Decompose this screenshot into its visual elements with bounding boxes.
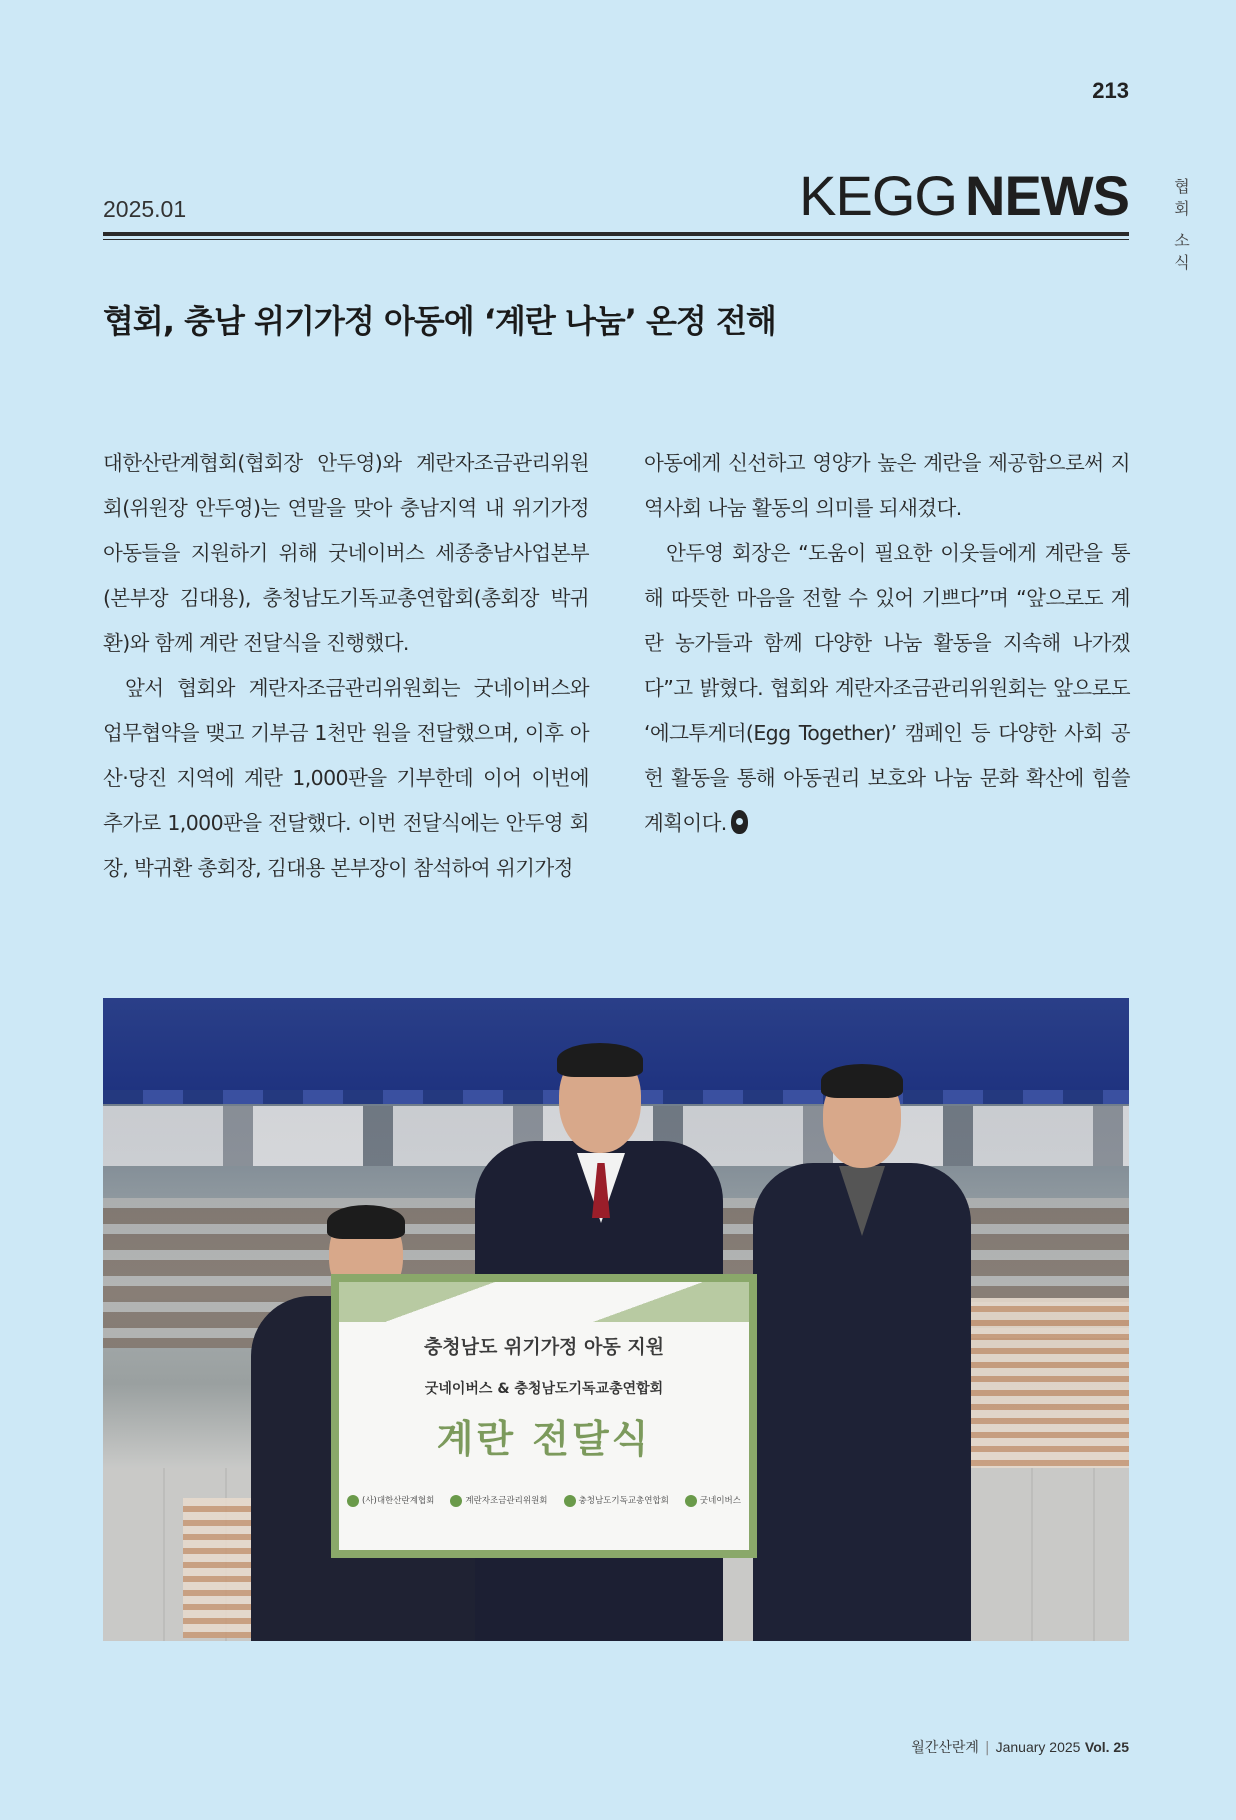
egg-logo-icon [450, 1495, 462, 1507]
section-label-gap [1172, 220, 1192, 230]
article-paragraph: 대한산란계협회(협회장 안두영)와 계란자조금관리위원회(위원장 안두영)는 연말을 맞아 충남지역 내 위기가정 아동들을 지원하기 위해 굿네이버스 세종충남사업본부(본부장 김대용), 충청남도기독교총연합회(총회장 박귀환)와 함께 계란 전달식을 진행했다. [103, 451, 589, 655]
section-label-char: 회 [1174, 199, 1190, 218]
masthead-kegg: KEGG [799, 164, 957, 227]
person-hair [821, 1064, 903, 1098]
sign-title: 충청남도 위기가정 아동 지원 [423, 1336, 665, 1358]
article-column-right [644, 441, 1130, 846]
footer-volume: Vol. 25 [1084, 1739, 1129, 1755]
header-rule-thin [103, 239, 1129, 240]
photo-person-right [753, 1066, 971, 1641]
egg-end-mark-icon [731, 810, 748, 834]
section-label-char: 식 [1174, 253, 1190, 272]
article-paragraph-text: 안두영 회장은 “도움이 필요한 이웃들에게 계란을 통해 따뜻한 마음을 전할 수 있어 기쁘다”며 “앞으로도 계란 농가들과 함께 다양한 나눔 활동을 지속해 나가겠다”고 밝혔다. 협회와 계란자조금관리위원회는 앞으로도 ‘에그투게더(Egg Together)’ 캠페인 등 다양한 사회 공헌 활동을 통해 아동권리 보호와 나눔 문화 확산에 힘쓸 계획이다. [644, 541, 1130, 835]
person-hair [557, 1043, 643, 1077]
masthead-news: NEWS [965, 164, 1129, 227]
article-paragraph: 아동에게 신선하고 영양가 높은 계란을 제공함으로써 지역사회 나눔 활동의 의미를 되새겼다. [644, 451, 1130, 520]
footer-separator: | [984, 1740, 990, 1756]
page-number: 213 [1092, 78, 1129, 103]
event-sign-board [331, 1274, 757, 1558]
article-headline: 협회, 충남 위기가정 아동에 ‘계란 나눔’ 온정 전해 [103, 302, 776, 340]
masthead [799, 164, 1129, 228]
article-paragraph-last [644, 531, 1130, 846]
sign-logo: 굿네이버스 [685, 1494, 741, 1507]
footer-magazine: 월간산란계 [911, 1740, 979, 1756]
page-footer [911, 1737, 1129, 1757]
issue-date: 2025.01 [103, 196, 187, 222]
section-label-char: 소 [1174, 231, 1190, 250]
event-photo [103, 998, 1129, 1641]
leaf-icon [347, 1495, 359, 1507]
sign-logo-row [347, 1494, 741, 1507]
sign-logo: 충청남도기독교총연합회 [564, 1494, 669, 1507]
sign-logo: (사)대한산란계협회 [347, 1494, 434, 1507]
sign-subtitle: 굿네이버스 & 충청남도기독교총연합회 [424, 1381, 664, 1397]
article-paragraph: 앞서 협회와 계란자조금관리위원회는 굿네이버스와 업무협약을 맺고 기부금 1천만 원을 전달했으며, 이후 아산·당진 지역에 계란 1,000판을 기부한데 이어 이번에 추가로 1,000판을 전달했다. 이번 전달식에는 안두영 회장, 박귀환 총회장, 김대용 본부장이 참석하여 위기가정 [103, 676, 589, 880]
sign-logo: 계란자조금관리위원회 [450, 1494, 547, 1507]
footer-month: January 2025 [995, 1739, 1081, 1755]
header-rule [103, 232, 1129, 236]
section-side-label [1172, 176, 1192, 274]
section-label-char: 협 [1174, 177, 1190, 196]
goodneighbors-logo-icon [685, 1495, 697, 1507]
person-hair [327, 1205, 405, 1239]
sign-main-text: 계란 전달식 [436, 1417, 652, 1461]
cross-logo-icon [564, 1495, 576, 1507]
article-column-left [103, 441, 589, 891]
